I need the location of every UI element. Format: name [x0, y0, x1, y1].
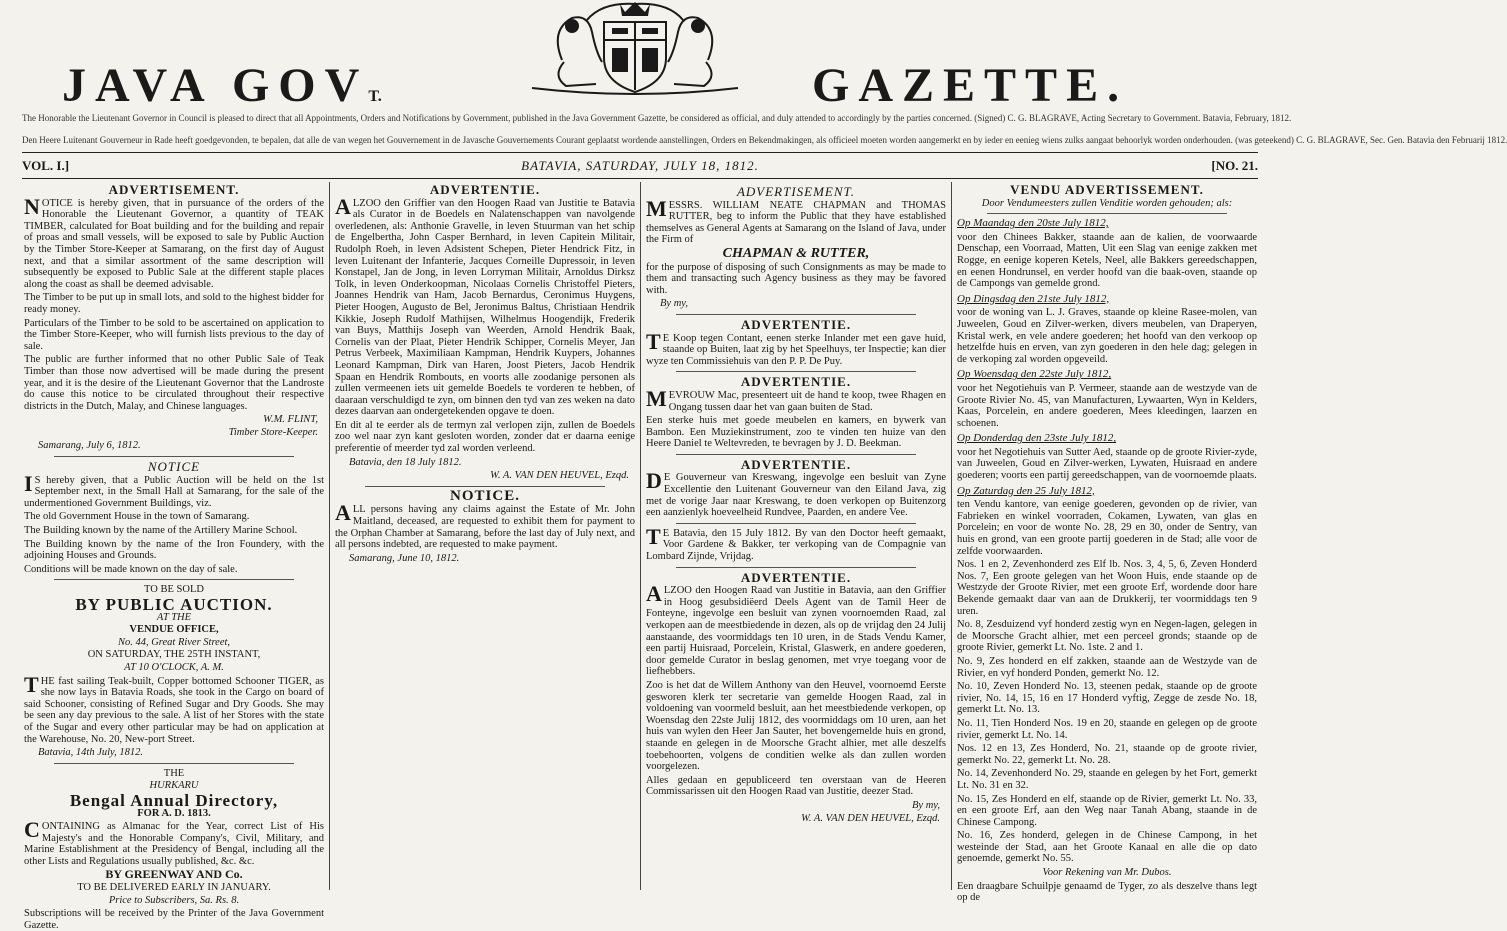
vendu-heading: VENDU ADVERTISSEMENT. — [1010, 182, 1204, 197]
lot-text: No. 11, Tien Honderd Nos. 19 en 20, staande en gelegen op de groote rivier, gemerkt Lt. No. 14. — [957, 717, 1257, 741]
separator — [676, 371, 916, 372]
lot-text: Een draagbare Schuilpje genaamd de Tyger, zo als deszelve thans legt op de — [957, 880, 1257, 904]
sale-date: Op Donderdag den 23ste July 1812, — [957, 432, 1117, 445]
advertentie-heading: ADVERTENTIE. — [429, 182, 541, 197]
sale-text: voor het Negotiehuis van P. Vermeer, staande aan de westzyde van de Groote Rivier No. 45, van Manufacturen, Lywaarten, Wyn in Kelders, Kaas, Porcelein, en andere goederen, Mees kleedingen, laarzen en schoenen. — [957, 382, 1257, 429]
lot-text: No. 9, Zes honderd en elf zakken, staande aan de Westzyde van de Rivier, en vyf honderd Ponden, gemerkt No. 12. — [957, 655, 1257, 679]
paragraph: The Building known by the name of the Artillery Marine School. — [24, 525, 298, 537]
curator-notice-text: ALZOO den Griffier van den Hoogen Raad van Justitie te Batavia als Curator in de Boedels en Nalatenschappen van navolgende overledenen, als: Anthonie Gravelle, in leven Stuurman van het schip de Engelbertha, John Casper Bernhard, in leven Capitein Militair, Rudolph Roeh, in leven Adsistent Schepen, Pieter Hendrick Fitz, in leven Luitenant der Infanterie, Jacques Corneille Dupressoir, in leven Konstapel, Jan de Jong, in leven Lorryman Militair, Arnoldus Dirksz Tolk, in leven Onderkoopman, Nicolaas Cornelis Christoffel Pieters, Joannes Hendrik van Ham, Jacob Bernardus, Ceronimus Huygens, Pieter Hoogen, Augusto de Bel, Jeronimus Baltus, Christiaan Hendrik Kikkie, Joseph Rudolf Mathijsen, Wilhelmus Hoogendijk, Frederik van Buys, Matthijs Joseph van Weerden, Arnold Hendrik Baak, Cornelis van der Plaat, Pieter Hendrik Schipper, Cornelis Meyer, Jan Petrus Verbeek, Maximiliaan Kampman, Hendrik Kuypers, Johannes Leonard Kampman, Dirk van Haren, Joost Pieters, Jacob Hendrik Spaan en Hendrik Rombouts, en voorts alle zoodanige personen als zullen vermeenen iets uit gemelde Boedels te vorderen te hebben, of daaraan verschuldigd te zyn, om binnen den tyd van zes weken na dato dezes daarvan aan ondergetekenden opgave te doen. — [335, 193, 635, 418]
publisher: BY GREENWAY AND Co. — [105, 867, 243, 882]
issue-number: [NO. 21. — [1211, 158, 1258, 173]
sale-text: voor de woning van L. J. Graves, staande op kleine Rasee-molen, van Juweelen, Goud en Zilver-werken, divers meubelen, van Draperyen, Kristal werk, en vele andere goederen; het hoofd van den verkoop op hetzelfde huis en erven, van zyn goederen in den hele dag; gelegen in de verkoping zal worden opgeveild. — [957, 307, 1257, 365]
column-1 — [24, 182, 324, 931]
dateline-text: Samarang, July 6, 1812. — [38, 440, 141, 452]
lot-text: No. 15, Zes Honderd en elf, staande op de Rivier, gemerkt Lt. No. 33, en een groote Erf, aan den Weg naar Tanah Abang, staande in de Chinese Campong. — [957, 793, 1257, 828]
rule-top — [22, 152, 1258, 153]
lot-text: Nos. 12 en 13, Zes Honderd, No. 21, staande op de groote rivier, gemerkt No. 22, gemerkt Lt. No. 28. — [957, 743, 1257, 766]
issue-date: BATAVIA, SATURDAY, JULY 18, 1812. — [521, 158, 759, 173]
official-notices — [22, 113, 1507, 145]
paragraph: Subscriptions will be received by the Printer of the Java Government Gazette. — [24, 908, 324, 931]
hurkaru-label: HURKARU — [149, 780, 199, 792]
the-label: THE — [163, 767, 185, 779]
for-year: FOR A. D. 1813. — [137, 807, 211, 819]
sale-date: Op Woensdag den 22ste July 1812, — [957, 368, 1112, 381]
paragraph: Zoo is het dat de Willem Anthony van den Heuvel, voornoemd Eerste gesworen klerk ter secretarie van gemelde Hoogen Raad, zal in voldoening van voormeld besluit, aan het meestbiedende verkopen, op Woensdag den 22ste Julij 1812, des voormiddags om 10 uren, aan het huis van wylen den Heer Jan Sauter, het bovengemelde huis en grond, staande en gelegen in de Moorsche Gracht alhier, met alle deszelfs toebehoorten, volgens de conditien welke als dan zullen worden voorgelezen. — [646, 679, 946, 773]
sale-date: Op Maandag den 20ste July 1812, — [957, 217, 1109, 230]
advertisement-heading: ADVERTISEMENT. — [108, 182, 240, 197]
dateline — [22, 158, 1258, 176]
lot-text: No. 14, Zevenhonderd No. 29, staande en gelegen by het Fort, gemerkt Lt. No. 31 en 32. — [957, 768, 1257, 791]
advertentie-heading: ADVERTENTIE. — [740, 374, 852, 390]
paragraph: The old Government House in the town of Samarang. — [24, 511, 250, 523]
paragraph: DE Gouverneur van Kreswang, ingevolge een besluit van Zyne Excellentie den Luitenant Gouverneur van den Eiland Java, zig met de vorige Jaar naar Kreswang, te doen verkopen op Buitenzorg een aanzienlyk hoeveelheid Rundvee, Paarden, en andere Vee. — [646, 468, 946, 519]
to-be-sold: TO BE SOLD — [144, 584, 204, 596]
column-divider — [951, 182, 952, 890]
separator — [676, 314, 916, 315]
separator — [676, 523, 916, 524]
column-3 — [646, 182, 946, 890]
paragraph: The Timber to be put up in small lots, and sold to the highest bidder for ready money. — [24, 292, 324, 315]
lot-text: Nos. 1 en 2, Zevenhonderd zes Elf lb. Nos. 3, 4, 5, 6, Zeven Honderd Nos. 7, Een groote gelegen van het Woon Huis, ende staande op de Westzyde der Groote Rivier, met een groote Erf, wordende door hare Bekende gemaakt daar van aan de Drukkerij, ter voormiddags ten 9 uren. — [957, 559, 1257, 617]
vendu-subheading: Door Vendumeesters zullen Venditie worden gehouden; als: — [981, 197, 1233, 209]
notice-english: The Honorable the Lieutenant Governor in Council is pleased to direct that all Appointments, Orders and Notifications by Government, published in the Java Government Gazette, be considered as official, and duly attended to accordingly by the parties concerned. (Signed) C. G. BLAGRAVE, Acting Secretary to Government. Batavia, February, 1812. — [22, 113, 1292, 123]
notice-heading: NOTICE — [147, 459, 201, 475]
masthead-title-right: GAZETTE. — [812, 59, 1129, 112]
dateline-text: Samarang, June 10, 1812. — [349, 552, 460, 564]
chapman-rutter-text: MESSRS. WILLIAM NEATE CHAPMAN and THOMAS RUTTER, beg to inform the Public that they have established themselves as General Agents at Samarang on the Island of Java, under the Firm of — [646, 195, 946, 246]
sale-text: voor het Negotiehuis van Sutter Aed, staande op de groote Rivier-zyde, van Juweelen, Goud en Zilver-werken, Lywaten, Huisraad en andere goederen; voorts een partij gereedschappen, van de voornoemde plaats. — [957, 446, 1257, 482]
paragraph: TE Batavia, den 15 July 1812. By van den Doctor heeft gemaakt, Voor Gardene & Bakker, ter verkoping van de Compagnie van Lombard Zijnde, Vrijdag. — [646, 523, 946, 563]
auction-notice-text: IS hereby given, that a Public Auction will be held on the 1st September next, in the Small Hall at Samarang, for the sale of the undermentioned Government Buildings, viz. — [24, 470, 324, 509]
column-4 — [957, 182, 1257, 904]
dateline-text: By my, — [660, 298, 688, 310]
coat-of-arms-icon — [492, 0, 778, 98]
dateline-text: Batavia, den 18 July 1812. — [349, 456, 462, 468]
lot-text: No. 10, Zeven Honderd No. 13, steenen pedak, staande op de groote rivier, No. 14, 15, 16 en 17 Honderd vyftig, Zegge de zesde No. 18, gemerkt Lt. No. 13. — [957, 681, 1257, 716]
sale-time: AT 10 O'CLOCK, A. M. — [124, 661, 224, 673]
paragraph: Particulars of the Timber to be sold to be ascertained on application to the Timber Store-Keeper, who will furnish lists previous to the day of sale. — [24, 317, 324, 352]
signature: W. A. VAN DEN HEUVEL, Ezqd. — [801, 812, 940, 824]
signature-title: Timber Store-Keeper. — [228, 426, 318, 438]
separator — [365, 486, 605, 487]
sale-date: Op Zaturdag den 25 July 1812, — [957, 484, 1095, 497]
address: No. 44, Great River Street, — [117, 636, 231, 648]
at-the: AT THE — [156, 611, 192, 623]
advertisement-heading: ADVERTISEMENT. — [736, 184, 856, 199]
lot-text: No. 8, Zesduizend vyf honderd zestig wyn en Negen-lagen, gelegen in de Moorsche Gracht alhier, met een perceel gronds; staande op de groote Rivier, gemerkt Lt. No. 1ste. 2 and 1. — [957, 619, 1257, 654]
notice-heading: NOTICE. — [450, 487, 520, 504]
separator — [987, 213, 1227, 214]
timber-notice-text: NOTICE is hereby given, that in pursuance of the orders of the Honorable the Lieutenant Governor, a quantity of TEAK TIMBER, calculated for Boat building and for the building and repair of proas and small vessels, will be exposed to sale by Public Auction by the Timber Store-Keeper at Samarang, on the first day of August next, and that a similar assortment of the same description will subsequently be exposed to Public Sale at the different staple places along the coast as shall be deemed advisable. — [24, 193, 324, 290]
volume-number: VOL. I.] — [22, 158, 70, 173]
notice-dutch: Den Heere Luitenant Gouverneur in Rade heeft goedgevonden, te bepalen, dat alle de van wegen het Gouvernement in de Javasche Gouvernements Courant geplaatst wordende aanstellingen, Orders en Bekendmakingen, als officieel moeten worden aangemerkt en by ieder en eenieg wiens zulks aangaat behoorlyk worden onderhouden. (was geteekend) C. G. BLAGRAVE, Sec. Gen. Batavia den Februarij 1812. — [22, 135, 1507, 145]
column-divider — [329, 182, 330, 890]
sale-text: ten Vendu kantore, van eenige goederen, gevonden op de rivier, van Fabrieken en winkel voorraden, Cokamen, Lywaten, van glas en Porcelein; en voor de wonte No. 28, 29 en 30, onder de Sentry, van huis en grond, van een groote partij goederen in de Stad; alle voor de zelfde voorwaarden. — [957, 499, 1257, 557]
rule-bottom — [22, 178, 1258, 179]
paragraph: TE Koop tegen Contant, eenen sterke Inlander met een gave huid, staande op Buiten, laat zig by het Speelhuys, ter Inspectie; kan dier wyze ten Commissiehuis van den P. P. De Puy. — [646, 328, 946, 367]
paragraph: Alles gedaan en gepubliceerd ten overstaan van de Heeren Commissarissen uit den Hoogen Raad van Justitie, deezer Stad. — [646, 774, 946, 798]
by-me: By my, — [912, 799, 940, 811]
paragraph: The public are further informed that no other Public Sale of Teak Timber than those now advertised will be made during the present year, and it is the desire of the Lieutenant Governor that the Landroste do cause this notice to be circulated throughout their respective districts in the Dutch, Malay, and Chinese languages. — [24, 354, 324, 412]
masthead — [0, 0, 1280, 112]
column-2 — [335, 182, 635, 890]
advertentie-heading: ADVERTENTIE. — [740, 569, 852, 585]
price: Price to Subscribers, Sa. Rs. 8. — [108, 894, 240, 906]
paragraph: Een sterke huis met goede meubelen en kamers, en bywerk van Bambon. Een Muziekinstrument, zoo te vinden ten huize van den Heere Daniel te Weltevreden, te bevragen by J. D. Beekman. — [646, 415, 946, 450]
paragraph: The Building known by the name of the Iron Foundery, with the adjoining Houses and Grounds. — [24, 538, 324, 562]
separator — [54, 456, 294, 457]
masthead-title-suffix: T. — [368, 88, 382, 105]
maitland-estate-text: ALL persons having any claims against the Estate of Mr. John Maitland, deceased, are requested to exhibit them for payment to the Orphan Chamber at Samarang, before the last day of July next, and all persons indebted, are requested to make payment. — [335, 500, 635, 551]
account-of: Voor Rekening van Mr. Dubos. — [1042, 867, 1172, 879]
signature: W.M. FLINT, — [263, 414, 318, 426]
advertentie-heading: ADVERTENTIE. — [740, 316, 852, 332]
sale-text: voor den Chinees Bakker, staande aan de kalien, de voorwaarde Denschap, een Voorraad, Matten, Uit een Slag van eenige zakken met Rogge, en eenige koperen Ketels, Neel, alle Bakkers gereedschappen, en eenen Hondrunsel, en verder hoofd van die baak-oven, staande op de Campongs van gemelde grond. — [957, 231, 1257, 290]
public-auction-heading: BY PUBLIC AUCTION. — [75, 595, 273, 614]
paragraph: Conditions will be made known on the day of sale. — [24, 563, 238, 575]
lot-text: No. 16, Zes honderd, gelegen in de Chinese Campong, in het westeinde der Stad, aan het Groote Kanaal en alle die op dato genoemde, gemerkt No. 55. — [957, 830, 1257, 865]
separator — [676, 454, 916, 455]
paragraph: MEVROUW Mac, presenteert uit de hand te koop, twee Rhagen en Ongang tussen daar het van gaan buiten de Stad. — [646, 385, 946, 413]
paragraph: for the purpose of disposing of such Consignments as may be made to them and transacting such Agency business as they may be favored with. — [646, 261, 946, 296]
vendue-office: VENDUE OFFICE, — [129, 624, 219, 636]
schooner-tiger-text: THE fast sailing Teak-built, Copper bottomed Schooner TIGER, as she now lays in Batavia Roads, she took in the Cargo on board of said Schooner, consisting of Refined Sugar and Dry Goods. She may be seen any day previous to the sale. A list of her Stores with the state of the Sugar and every other particular may be had on application at the Warehouse, No. 20, New-port Street. — [24, 671, 324, 745]
firm-name: CHAPMAN & RUTTER, — [722, 245, 870, 261]
advertentie-heading: ADVERTENTIE. — [740, 456, 852, 472]
delivery: TO BE DELIVERED EARLY IN JANUARY. — [77, 882, 271, 894]
signature: W. A. VAN DEN HEUVEL, Ezqd. — [490, 470, 629, 482]
directory-text: CONTAINING as Almanac for the Year, correct List of His Majesty's and the Honorable Company's, Civil, Military, and Marine Establishment at the Presidency of Bengal, including all the other Lists and Regulations usually published, &c. &c. — [24, 817, 324, 867]
separator — [54, 579, 294, 580]
sale-day: ON SATURDAY, THE 25TH INSTANT, — [87, 649, 261, 661]
separator — [54, 763, 294, 764]
separator — [676, 567, 916, 568]
sale-date: Op Dingsdag den 21ste July 1812, — [957, 292, 1110, 305]
bengal-directory-heading: Bengal Annual Directory, — [69, 790, 279, 810]
masthead-title-left: JAVA GOVT. — [62, 59, 382, 112]
paragraph: En dit al te eerder als de termyn zal verlopen zijn, zullen de Boedels zoo wel naar zyn kant gesloten worden, zonder dat er daarna eenige preferentie of meerder tyd zal worden verleend. — [335, 419, 635, 455]
column-divider — [640, 182, 641, 890]
paragraph: ALZOO den Hoogen Raad van Justitie in Batavia, aan den Griffier in Hoog gesubsidiëerd Deels Agent van de Tamil Heer de Fonteyne, ingevolge een besluit van zynen voornoemden Raad, zal verkopen aan de meestbiedende in dezen, als op de vrijdag den 24 Julij aanstaande, des voormiddags ten 10 uren, in de Stads Vendu Kamer, een partij Huisraad, Porcelein, Kristal, Glaswerk, en andere goederen, door gemelde Curator in beslag genomen, met vrye toegang voor de liefhebbers. — [646, 581, 946, 678]
dateline-text: Batavia, 14th July, 1812. — [38, 747, 143, 759]
